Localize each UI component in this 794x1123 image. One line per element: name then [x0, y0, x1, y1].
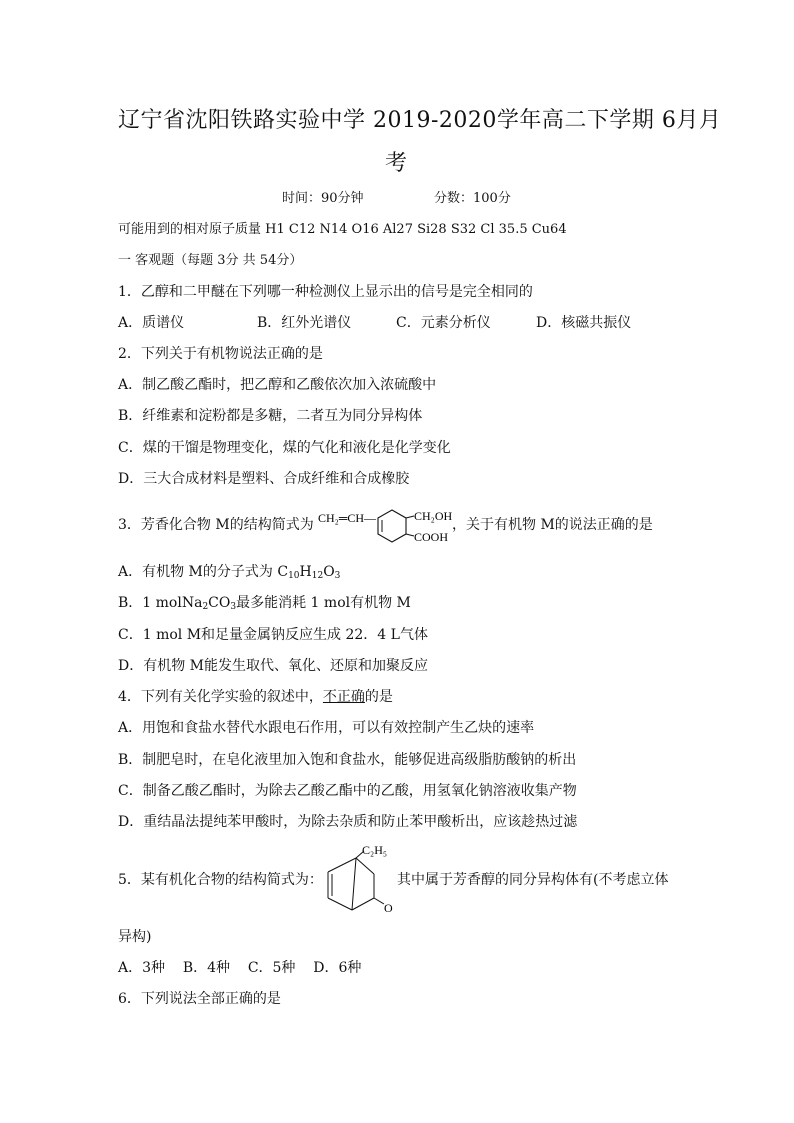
question-2-stem: 2．下列关于有机物说法正确的是	[118, 346, 323, 362]
question-1-option-b: B．红外光谱仪	[257, 315, 352, 331]
question-1-stem: 1．乙醇和二甲醚在下列哪一种检测仪上显示出的信号是完全相同的	[118, 284, 533, 300]
question-1-option-c: C．元素分析仪	[396, 315, 491, 331]
question-4-stem: 4．下列有关化学实验的叙述中，不正确的是	[118, 689, 393, 705]
question-2-option-a: A．制乙酸乙酯时，把乙醇和乙酸依次加入浓硫酸中	[118, 377, 437, 393]
exam-score: 分数：100分	[434, 191, 511, 206]
question-1-option-d: D．核磁共振仪	[536, 315, 632, 331]
bicyclic-structure	[318, 840, 398, 916]
bridge-top-left	[328, 858, 356, 872]
question-4-option-b: B．制肥皂时，在皂化液里加入饱和食盐水，能够促进高级脂肪酸钠的析出	[118, 752, 577, 768]
question-5-stem: 5．某有机化合物的结构简式为：	[118, 872, 323, 888]
question-6-stem: 6．下列说法全部正确的是	[118, 991, 281, 1007]
question-3-stem: 3．芳香化合物 M的结构简式为	[118, 517, 314, 533]
question-3-option-b: B．1 $molNa_2CO_3$最多能消耗 1 mol有机物 M	[118, 595, 411, 612]
bond-to-cooh	[406, 534, 414, 536]
question-4-option-c: C．制备乙酸乙酯时，为除去乙酸乙酯中的乙酸，用氢氧化钠溶液收集产物	[118, 783, 577, 799]
compound-m-structure	[318, 505, 456, 545]
question-5-stem-line2: 异构)	[118, 929, 152, 945]
page-title: 辽宁省沈阳铁路实验中学 2019-2020学年高二下学期 6月月	[118, 108, 722, 133]
cooh-label: COOH	[414, 530, 449, 544]
question-3-option-d: D．有机物 M能发生取代、氧化、还原和加聚反应	[118, 658, 429, 674]
question-4-option-d: D．重结晶法提纯苯甲酸时，为除去杂质和防止苯甲酸析出，应该趁热过滤	[118, 814, 578, 830]
question-3-option-c: C．1 mol M和足量金属钠反应生成 22．4 L气体	[118, 627, 428, 643]
bond-to-ch2oh	[406, 516, 414, 518]
question-3-stem-after: ，关于有机物 M的说法正确的是	[452, 517, 653, 533]
oxygen-label: O	[384, 901, 393, 915]
question-5-options: A．3种 B．4种 C．5种 D．6种	[118, 960, 362, 976]
exam-time: 时间：90分钟	[282, 191, 364, 206]
carbonyl-bond	[374, 898, 384, 904]
ring-bottom-left	[328, 898, 352, 910]
bridge-center	[352, 858, 356, 910]
ch2oh-label: CH₂OH	[414, 509, 453, 523]
bridge-top-right	[356, 858, 374, 874]
vinyl-group-label: CH₂═CH—	[318, 511, 377, 525]
section-heading: 一 客观题（每题 3分 共 54分）	[118, 253, 303, 268]
question-2-option-b: B．纤维素和淀粉都是多糖，二者互为同分异构体	[118, 408, 423, 424]
question-2-option-d: D．三大合成材料是塑料、合成纤维和合成橡胶	[118, 471, 410, 487]
ethyl-label: C₂H₅	[362, 843, 388, 857]
question-5-stem-after: 其中属于芳香醇的同分异构体有(不考虑立体	[397, 872, 669, 888]
question-3-option-a: A．有机物 M的分子式为 $C_{10}H_{12}O_3$	[118, 564, 341, 581]
question-1-option-a: A．质谱仪	[118, 315, 185, 331]
question-2-option-c: C．煤的干馏是物理变化，煤的气化和液化是化学变化	[118, 440, 451, 456]
page-title-line2: 考	[385, 151, 408, 176]
ring-bottom-right	[352, 898, 374, 910]
question-4-option-a: A．用饱和食盐水替代水跟电石作用，可以有效控制产生乙炔的速率	[118, 720, 535, 736]
atomic-masses: 可能用到的相对原子质量 H1 C12 N14 O16 Al27 Si28 S32 Cl 35.5 Cu64	[118, 222, 567, 237]
